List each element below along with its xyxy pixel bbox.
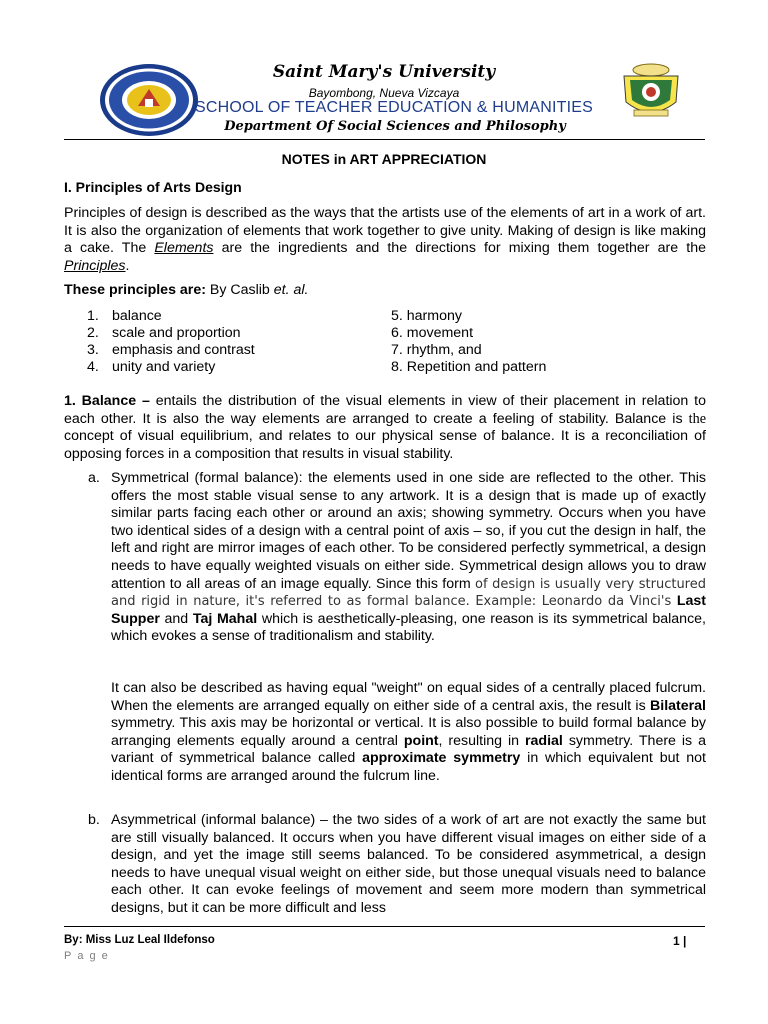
- asymmetrical-paragraph: Asymmetrical (informal balance) – the two sides of a work of art are not exactly the same but are still visually balanced. It occurs when you have different visual images on either side of a design, and yet the image still seems balanced. To be considered asymmetrical, a design needs to have unequal visual weight on either side, but those unequal visuals need to balance each other. It can evoke feelings of movement and seem more modern than symmetrical designs, but it can be more difficult and less: [111, 812, 706, 916]
- section-heading: I. Principles of Arts Design: [64, 179, 242, 195]
- principles-list-left: [87, 308, 255, 376]
- principles-term: Principles: [64, 257, 126, 274]
- footer-page-label: Page: [64, 950, 114, 962]
- list-item: 3. emphasis and contrast: [87, 342, 255, 358]
- list-item: 5. harmony: [391, 308, 462, 324]
- balance-paragraph: 1. Balance – entails the distribution of the visual elements in view of their placement in relation to each other. It is also the way elements are arranged to create a feeling of stability. Balance is the concept of visual equilibrium, and relates to our physical sense of balance. It is a reconciliation of opposing forces in a composition that results in visual stability.: [64, 393, 706, 462]
- symmetrical-paragraph-2: It can also be described as having equal "weight" on equal sides of a centrally placed fulcrum. When the elements are arranged equally on either side of a central axis, the result is Bilateral symmetry. This axis may be horizontal or vertical. It is also possible to build formal balance by arranging elements equally around a central point, resulting in radial symmetry. There is a variant of symmetrical balance called approximate symmetry in which equivalent but not identical forms are arranged around the fulcrum line.: [111, 680, 706, 784]
- list-item: 2. scale and proportion: [87, 325, 241, 341]
- school-name: SCHOOL OF TEACHER EDUCATION & HUMANITIES: [195, 99, 593, 116]
- principles-list-right: [391, 308, 546, 376]
- list-item: 4. unity and variety: [87, 359, 216, 375]
- list-item: 1. balance: [87, 308, 162, 324]
- principles-intro: These principles are: By Caslib et. al.: [64, 282, 309, 298]
- footer-divider: [64, 926, 705, 927]
- page-number: 1 |: [673, 934, 687, 948]
- university-location: Bayombong, Nueva Vizcaya: [308, 86, 460, 100]
- intro-paragraph: Principles of design is described as the ways that the artists use of the elements of art in a work of art. It is also the organization of elements that work together to give unity. Making of design is like making a cake. The Elements are the ingredients and the directions for mixing them together are the Principles.: [64, 205, 706, 274]
- university-name: Saint Mary's University: [272, 62, 496, 82]
- department-name: Department Of Social Sciences and Philosophy: [224, 119, 566, 134]
- symmetrical-paragraph: Symmetrical (formal balance): the elements used in one side are reflected to the other. This offers the most stable visual sense to any artwork. It is a design that is made up of exactly similar parts facing each other or around an axis; showing symmetry. Occurs when you have two identical sides of a design with a central point of axis – so, if you cut the design in half, the left and right are mirror images of each other. To be considered perfectly symmetrical, a design needs to have equally weighted visuals on either side. Symmetrical design allows you to draw attention to all areas of an image equally. Since this form of design is usually very structured and rigid in nature, it's referred to as formal balance. Example: Leonardo da Vinci's Last Supper and Taj Mahal which is aesthetically-pleasing, one reason is its symmetrical balance, which evokes a sense of traditionalism and stability.: [111, 470, 706, 645]
- document-title: NOTES in ART APPRECIATION: [281, 151, 487, 167]
- list-item: 7. rhythm, and: [391, 342, 482, 358]
- elements-term: Elements: [154, 240, 214, 257]
- list-item: 6. movement: [391, 325, 474, 341]
- header-divider: [64, 139, 705, 140]
- footer-author: By: Miss Luz Leal Ildefonso: [64, 934, 215, 946]
- list-label-b: b.: [88, 812, 100, 828]
- list-item: 8. Repetition and pattern: [391, 359, 547, 375]
- list-label-a: a.: [88, 470, 100, 486]
